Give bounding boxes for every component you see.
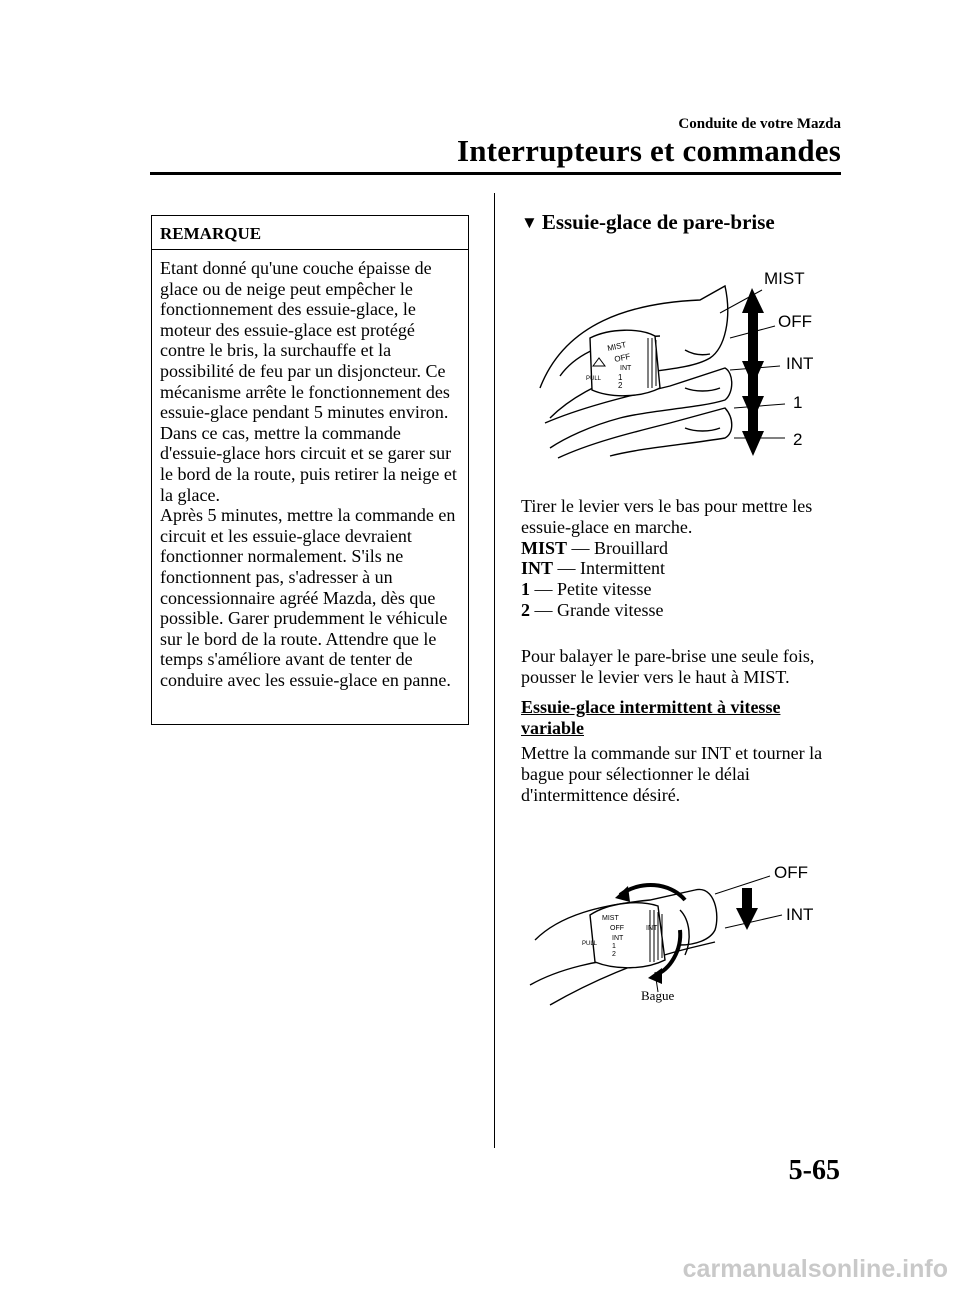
lever-arrows <box>742 288 764 456</box>
definition-row: MIST ― Brouillard <box>521 537 669 558</box>
page-number: 5-65 <box>788 1155 840 1186</box>
label-2: 2 <box>793 430 803 449</box>
ring-dial <box>582 903 665 968</box>
ring-label-int: INT <box>646 925 658 932</box>
subsection-title: Essuie-glace intermittent à vitesse variable <box>521 697 781 738</box>
dial-label-pull: PULL <box>586 376 602 382</box>
wiper-operation-text <box>521 496 841 621</box>
definition-row: 2 — Grande vitesse <box>521 599 664 620</box>
dial-label-1: 1 <box>618 373 623 382</box>
note-body <box>152 250 468 690</box>
chapter-subtitle: Conduite de votre Mazda <box>678 116 841 132</box>
dial-label-pull: PULL <box>582 941 598 947</box>
column-divider <box>494 193 495 1148</box>
wiper-lever-figure <box>520 258 840 473</box>
intro-text: Tirer le levier vers le bas pour mettre les essuie-glace en marche. <box>521 496 813 537</box>
note-paragraph-2: Après 5 minutes, mettre la commande en circuit et les essuie-glace devraient fonctionner normalement. S'ils ne fonctionnent pas, s'adresser à un concessionnaire agréé Mazda, dès que possible. Garer prudemment le véhicule sur le bord de la route. Attendre que le temps s'améliore avant de tenter de conduire avec les essuie-glace en panne. <box>160 505 456 690</box>
down-arrow-icon <box>736 888 758 930</box>
label-1: 1 <box>793 393 803 412</box>
figure-caption: Bague <box>641 988 675 1003</box>
header-rule <box>150 172 841 175</box>
note-box <box>151 215 469 725</box>
subsection-text: Mettre la commande sur INT et tourner la bague pour sélectionner le délai d'intermittence désiré. <box>521 743 823 805</box>
label-off: OFF <box>774 863 808 882</box>
intermittent-ring-figure <box>520 860 840 1015</box>
section-title-text: Essuie-glace de pare-brise <box>541 210 775 234</box>
label-int: INT <box>786 354 814 373</box>
dial-label-mist: MIST <box>606 340 628 353</box>
dial-label-int: INT <box>620 365 632 372</box>
dial-label-off: OFF <box>610 925 624 932</box>
dial-label-1: 1 <box>612 943 616 950</box>
dial-label-2: 2 <box>618 381 623 390</box>
section-title <box>521 210 775 235</box>
label-mist: MIST <box>764 269 805 288</box>
definition-row: 1 — Petite vitesse <box>521 579 652 600</box>
definition-row: INT — Intermittent <box>521 558 665 579</box>
site-watermark: carmanualsonline.info <box>682 1255 948 1283</box>
dial-label-mist: MIST <box>602 915 619 922</box>
dial-label-int: INT <box>612 935 624 942</box>
note-heading: REMARQUE <box>152 216 468 250</box>
triangle-marker-icon: ▼ <box>521 213 538 232</box>
down-arrow-icon <box>742 408 764 456</box>
note-paragraph-1: Etant donné qu'une couche épaisse de glace ou de neige peut empêcher le fonctionnement des essuie-glace, le moteur des essuie-glace est protégé contre le bris, la surchauffe et la possibilité de feu par un disjoncteur. Ce mécanisme arrête le fonctionnement des essuie-glace pendant 5 minutes environ. Dans ce cas, mettre la commande d'essuie-glace hors circuit et se garer sur le bord de la route, puis retirer la neige et la glace. <box>160 258 457 505</box>
mist-text: Pour balayer le pare-brise une seule fois, pousser le levier vers le haut à MIST. <box>521 646 815 687</box>
dial-label-off: OFF <box>613 351 632 364</box>
dial-label-2: 2 <box>612 951 616 958</box>
label-int: INT <box>786 905 814 924</box>
label-off: OFF <box>778 312 812 331</box>
up-arrow-icon <box>742 288 764 346</box>
chapter-title: Interrupteurs et commandes <box>456 133 841 168</box>
rotate-arrow-icon <box>620 885 685 900</box>
wiper-dial <box>586 330 660 396</box>
